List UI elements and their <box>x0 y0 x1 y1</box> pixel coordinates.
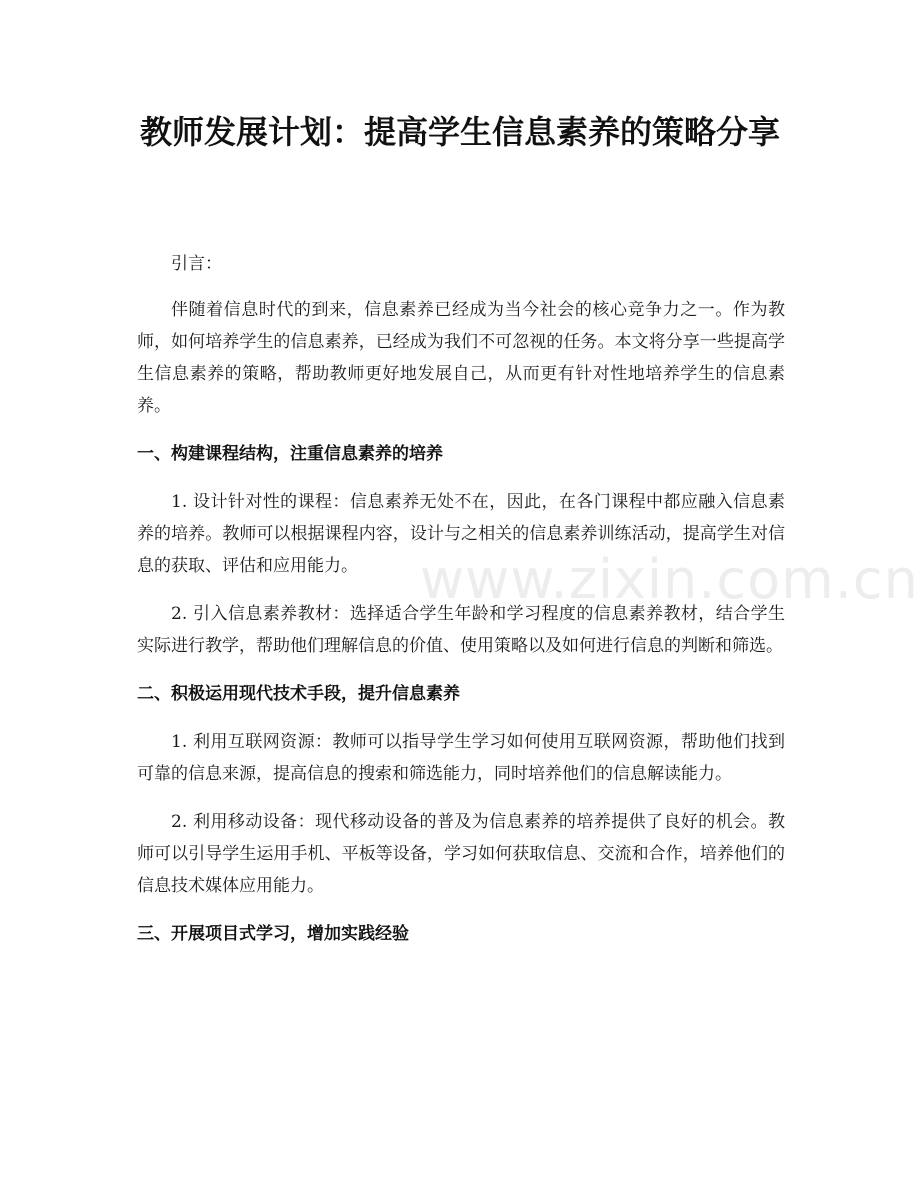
intro-label: 引言： <box>171 254 222 274</box>
section-heading-2: 二、积极运用现代技术手段，提升信息素养 <box>137 684 460 704</box>
section-1-item-2: 2. 引入信息素养教材：选择适合学生年龄和学习程度的信息素养教材，结合学生实际进行教学，帮助他们理解信息的价值、使用策略以及如何进行信息的判断和筛选。 <box>137 604 785 656</box>
watermark: www.zixin.com.cn <box>420 548 919 611</box>
section-heading-3: 三、开展项目式学习，增加实践经验 <box>137 924 409 944</box>
section-1-item-1: 1. 设计针对性的课程：信息素养无处不在，因此，在各门课程中都应融入信息素养的培养。教师可以根据课程内容，设计与之相关的信息素养训练活动，提高学生对信息的获取、评估和应用能力。 <box>137 492 785 576</box>
section-2-item-2: 2. 利用移动设备：现代移动设备的普及为信息素养的培养提供了良好的机会。教师可以引导学生运用手机、平板等设备，学习如何获取信息、交流和合作，培养他们的信息技术媒体应用能力。 <box>137 812 785 896</box>
section-heading-1: 一、构建课程结构，注重信息素养的培养 <box>137 444 443 464</box>
document-title: 教师发展计划：提高学生信息素养的策略分享 <box>139 113 780 151</box>
intro-paragraph: 伴随着信息时代的到来，信息素养已经成为当今社会的核心竞争力之一。作为教师，如何培养学生的信息素养，已经成为我们不可忽视的任务。本文将分享一些提高学生信息素养的策略，帮助教师更好地发展自己，从而更有针对性地培养学生的信息素养。 <box>137 300 785 416</box>
document-body <box>137 248 785 950</box>
section-2-item-1: 1. 利用互联网资源：教师可以指导学生学习如何使用互联网资源，帮助他们找到可靠的信息来源，提高信息的搜索和筛选能力，同时培养他们的信息解读能力。 <box>137 732 785 784</box>
